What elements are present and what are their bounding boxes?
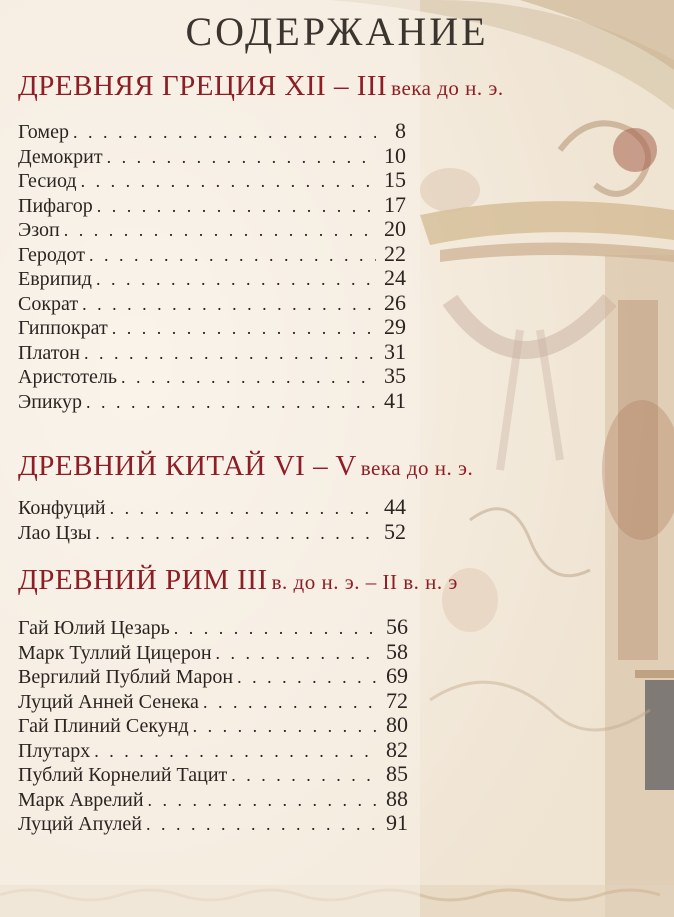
- toc-entry[interactable]: [18, 494, 406, 519]
- toc-entry[interactable]: [18, 614, 408, 639]
- section-heading-sub: в. до н. э. – II в. н. э: [271, 570, 458, 594]
- dot-leader: [81, 171, 376, 192]
- entry-name: Эпикур: [18, 390, 83, 413]
- entry-name: Гомер: [18, 121, 69, 143]
- entry-page: 15: [384, 167, 406, 192]
- entry-name: Плутарх: [18, 739, 91, 762]
- toc-entry[interactable]: [18, 639, 408, 664]
- section-heading-sub: века до н. э.: [391, 76, 504, 100]
- dot-leader: [82, 294, 376, 315]
- entry-name: Демокрит: [18, 145, 103, 168]
- toc-entry[interactable]: [18, 216, 406, 241]
- toc-entry[interactable]: [18, 241, 406, 266]
- entry-name: Гесиод: [18, 170, 77, 192]
- entry-name: Гай Юлий Цезарь: [18, 617, 170, 639]
- entry-page: 91: [386, 810, 408, 835]
- dot-leader: [95, 523, 376, 544]
- toc-entry[interactable]: [18, 314, 406, 339]
- entry-page: 17: [384, 191, 406, 217]
- entry-page: 88: [386, 785, 408, 811]
- toc-entry[interactable]: [18, 786, 408, 811]
- entry-name: Луций Анней Сенека: [18, 690, 199, 713]
- dot-leader: [73, 122, 376, 143]
- entry-page: 69: [386, 663, 408, 688]
- section-heading-main: ДРЕВНЯЯ ГРЕЦИЯ XII – III: [18, 70, 388, 102]
- entry-name: Еврипид: [18, 268, 92, 290]
- dot-leader: [97, 196, 376, 217]
- entry-page: 26: [384, 289, 406, 315]
- dot-leader: [193, 716, 378, 737]
- toc-entry[interactable]: [18, 688, 408, 713]
- dot-leader: [237, 667, 378, 688]
- dot-leader: [174, 618, 378, 639]
- toc-entry[interactable]: [18, 388, 406, 413]
- toc-entry[interactable]: [18, 192, 406, 217]
- entry-page: 56: [386, 614, 408, 639]
- entry-name: Конфуций: [18, 497, 106, 519]
- section-heading-sub: века до н. э.: [360, 456, 474, 480]
- entry-name: Геродот: [18, 243, 85, 266]
- toc-entry[interactable]: [18, 265, 406, 290]
- toc-entry[interactable]: [18, 737, 408, 762]
- dot-leader: [146, 814, 378, 835]
- section-heading-main: ДРЕВНИЙ КИТАЙ VI – V: [18, 450, 357, 482]
- page-title: СОДЕРЖАНИЕ: [185, 9, 489, 54]
- toc-entry[interactable]: [18, 519, 406, 544]
- entry-name: Марк Туллий Цицерон: [18, 641, 212, 664]
- entry-page: 41: [384, 387, 406, 413]
- entry-page: 82: [386, 736, 408, 762]
- dot-leader: [107, 147, 376, 168]
- toc-entry[interactable]: [18, 761, 408, 786]
- entry-page: 10: [384, 142, 406, 168]
- entry-name: Пифагор: [18, 194, 93, 217]
- entry-name: Публий Корнелий Тацит: [18, 764, 228, 786]
- section-heading-main: ДРЕВНИЙ РИМ III: [18, 564, 268, 596]
- dot-leader: [84, 343, 376, 364]
- dot-leader: [148, 790, 378, 811]
- toc-list-china: [18, 494, 406, 543]
- dot-leader: [64, 220, 376, 241]
- entry-name: Платон: [18, 341, 80, 364]
- toc-list-greece: [18, 118, 406, 412]
- entry-name: Гиппократ: [18, 317, 108, 339]
- toc-entry[interactable]: [18, 363, 406, 388]
- entry-page: 72: [386, 687, 408, 713]
- dot-leader: [96, 269, 376, 290]
- entry-page: 8: [395, 118, 406, 143]
- entry-page: 22: [384, 240, 406, 266]
- entry-name: Гай Плиний Секунд: [18, 715, 189, 737]
- toc-entry[interactable]: [18, 663, 408, 688]
- entry-name: Аристотель: [18, 366, 117, 388]
- dot-leader: [231, 765, 378, 786]
- entry-page: 52: [384, 518, 406, 544]
- toc-entry[interactable]: [18, 339, 406, 364]
- dot-leader: [86, 392, 376, 413]
- entry-page: 29: [384, 314, 406, 339]
- entry-page: 31: [384, 338, 406, 364]
- toc-entry[interactable]: [18, 118, 406, 143]
- toc-list-rome: [18, 614, 408, 835]
- dot-leader: [203, 692, 378, 713]
- dot-leader: [94, 741, 378, 762]
- entry-name: Луций Апулей: [18, 813, 143, 835]
- section-heading-china: [18, 450, 473, 483]
- entry-name: Марк Аврелий: [18, 788, 144, 811]
- toc-entry[interactable]: [18, 712, 408, 737]
- entry-name: Вергилий Публий Марон: [18, 666, 234, 688]
- section-heading-rome: [18, 564, 458, 597]
- entry-page: 85: [386, 761, 408, 786]
- dot-leader: [216, 643, 378, 664]
- entry-page: 20: [384, 216, 406, 241]
- dot-leader: [121, 367, 376, 388]
- entry-page: 80: [386, 712, 408, 737]
- entry-name: Лао Цзы: [18, 521, 92, 544]
- toc-entry[interactable]: [18, 167, 406, 192]
- entry-page: 35: [384, 363, 406, 388]
- section-heading-greece: [18, 70, 504, 103]
- toc-entry[interactable]: [18, 810, 408, 835]
- dot-leader: [110, 498, 376, 519]
- toc-entry[interactable]: [18, 290, 406, 315]
- entry-page: 24: [384, 265, 406, 290]
- entry-page: 44: [384, 494, 406, 519]
- dot-leader: [112, 318, 376, 339]
- entry-name: Сократ: [18, 292, 79, 315]
- toc-entry[interactable]: [18, 143, 406, 168]
- entry-page: 58: [386, 638, 408, 664]
- entry-name: Эзоп: [18, 219, 60, 241]
- dot-leader: [89, 245, 376, 266]
